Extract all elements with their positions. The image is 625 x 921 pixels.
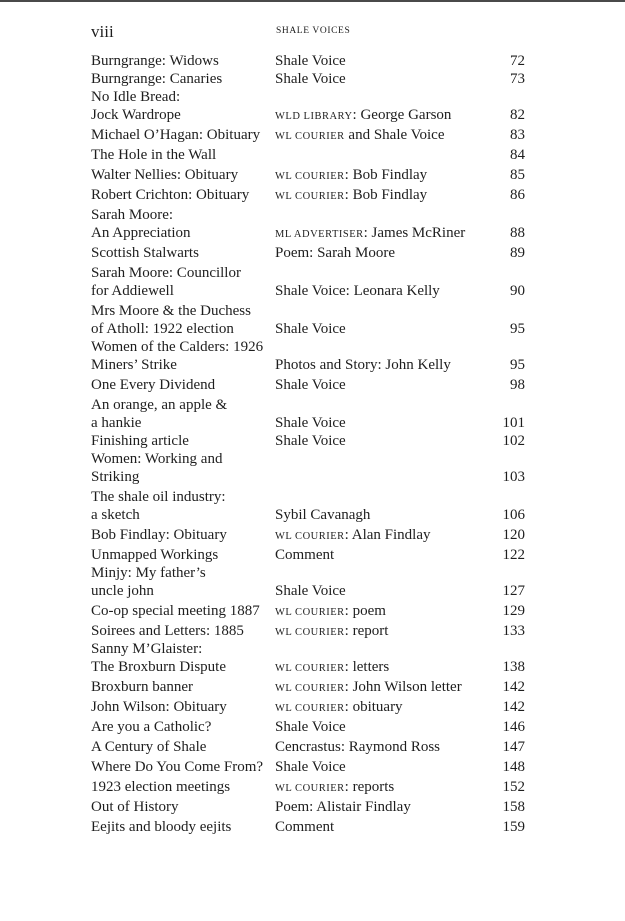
- entry-title-line: Women: Working and: [91, 451, 223, 467]
- toc-entry[interactable]: [91, 488, 525, 524]
- entry-title-line: Burngrange: Widows: [91, 53, 219, 69]
- entry-source-text: and Shale Voice: [344, 127, 445, 143]
- entry-title-line: Striking: [91, 469, 140, 485]
- entry-page-number: 147: [502, 739, 525, 755]
- entry-title-line: Sarah Moore: Councillor: [91, 265, 241, 281]
- top-border-rule: [0, 0, 625, 2]
- toc-entry[interactable]: [91, 186, 525, 204]
- entry-title: [91, 264, 275, 300]
- entry-source: [275, 186, 427, 204]
- toc-entry[interactable]: [91, 798, 525, 816]
- entry-page-number: 146: [502, 719, 525, 735]
- toc-entry[interactable]: [91, 126, 525, 144]
- entry-source-text: Photos and Story: John Kelly: [275, 357, 451, 373]
- entry-title-line: John Wilson: Obituary: [91, 699, 227, 715]
- entry-page-number: 98: [510, 377, 525, 393]
- entry-title-line: The Hole in the Wall: [91, 147, 217, 163]
- entry-title: [91, 678, 275, 696]
- entry-title-line: An Appreciation: [91, 225, 191, 241]
- entry-title-line: The shale oil industry:: [91, 489, 226, 505]
- toc-entry[interactable]: [91, 302, 525, 338]
- entry-source-publication: WL COURIER: [275, 607, 345, 618]
- entry-page-number: 89: [510, 245, 525, 261]
- toc-entry[interactable]: [91, 396, 525, 432]
- entry-page-number: 103: [502, 469, 525, 485]
- entry-source-text: Poem: Sarah Moore: [275, 245, 395, 261]
- entry-source-publication: WL COURIER: [275, 703, 345, 714]
- toc-entry[interactable]: [91, 698, 525, 716]
- entry-page-number: 86: [510, 187, 525, 203]
- entry-source-publication: WL COURIER: [275, 627, 345, 638]
- entry-source: [275, 546, 334, 564]
- entry-title-line: Eejits and bloody eejits: [91, 819, 232, 835]
- entry-source: [275, 414, 346, 432]
- entry-source: [275, 126, 445, 144]
- entry-source: [275, 432, 346, 450]
- entry-page-number: 122: [502, 547, 525, 563]
- entry-title: [91, 396, 275, 432]
- entry-title: [91, 546, 275, 564]
- entry-source-text: : obituary: [344, 699, 403, 715]
- toc-entry[interactable]: [91, 640, 525, 676]
- entry-title-line: Burngrange: Canaries: [91, 71, 223, 87]
- entry-title: [91, 376, 275, 394]
- entry-source: [275, 622, 388, 640]
- entry-source: [275, 166, 427, 184]
- entry-page-number: 133: [502, 623, 525, 639]
- entry-page-number: 95: [510, 357, 525, 373]
- entry-source-text: Shale Voice: [275, 321, 346, 337]
- toc-entry[interactable]: [91, 432, 525, 450]
- entry-source: [275, 106, 451, 124]
- entry-title-line: Unmapped Workings: [91, 547, 219, 563]
- toc-entry[interactable]: [91, 718, 525, 736]
- entry-title: [91, 70, 275, 88]
- entry-source: [275, 244, 395, 262]
- entry-source-text: Shale Voice: [275, 71, 346, 87]
- toc-entry[interactable]: [91, 88, 525, 124]
- entry-title-line: a sketch: [91, 507, 140, 523]
- entry-source: [275, 738, 440, 756]
- entry-title: [91, 758, 275, 776]
- entry-page-number: 95: [510, 321, 525, 337]
- entry-title-line: An orange, an apple &: [91, 397, 228, 413]
- entry-page-number: 127: [502, 583, 525, 599]
- entry-title-line: of Atholl: 1922 election: [91, 321, 234, 337]
- entry-title: [91, 432, 275, 450]
- entry-title-line: Scottish Stalwarts: [91, 245, 199, 261]
- entry-page-number: 84: [510, 147, 525, 163]
- toc-entry[interactable]: [91, 206, 525, 242]
- entry-source-text: Cencrastus: Raymond Ross: [275, 739, 440, 755]
- entry-page-number: 142: [502, 699, 525, 715]
- entry-title: [91, 88, 275, 124]
- entry-title-line: Miners’ Strike: [91, 357, 177, 373]
- entry-source: [275, 376, 346, 394]
- entry-source: [275, 282, 440, 300]
- toc-entry[interactable]: [91, 622, 525, 640]
- running-head: SHALE VOICES: [276, 26, 351, 36]
- entry-source-text: Shale Voice: [275, 583, 346, 599]
- entry-title-line: No Idle Bread:: [91, 89, 181, 105]
- entry-source: [275, 224, 465, 242]
- entry-source-text: Shale Voice: [275, 433, 346, 449]
- entry-title-line: Where Do You Come From?: [91, 759, 264, 775]
- entry-title-line: Soirees and Letters: 1885: [91, 623, 244, 639]
- entry-source: [275, 798, 411, 816]
- entry-source-publication: ML ADVERTISER: [275, 229, 364, 240]
- entry-title-line: Minjy: My father’s: [91, 565, 206, 581]
- entry-title-line: Sanny M’Glaister:: [91, 641, 203, 657]
- entry-title: [91, 622, 275, 640]
- entry-source-publication: WL COURIER: [275, 663, 345, 674]
- toc-entry[interactable]: [91, 70, 525, 88]
- entry-title: [91, 166, 275, 184]
- entry-source-text: : John Wilson letter: [344, 679, 462, 695]
- entry-source-publication: WL COURIER: [275, 531, 345, 542]
- entry-source-publication: WL COURIER: [275, 683, 345, 694]
- entry-title-line: Women of the Calders: 1926: [91, 339, 264, 355]
- entry-title: [91, 450, 275, 486]
- entry-title: [91, 488, 275, 524]
- entry-page-number: 120: [502, 527, 525, 543]
- entry-title-line: a hankie: [91, 415, 142, 431]
- toc-entry[interactable]: [91, 52, 525, 70]
- entry-source-text: Shale Voice: Leonara Kelly: [275, 283, 440, 299]
- entry-page-number: 106: [502, 507, 525, 523]
- entry-source-text: Comment: [275, 547, 335, 563]
- toc-entry[interactable]: [91, 338, 525, 374]
- toc-entry[interactable]: [91, 738, 525, 756]
- entry-title-line: Jock Wardrope: [91, 107, 181, 123]
- entry-title-line: Are you a Catholic?: [91, 719, 212, 735]
- entry-page-number: 129: [502, 603, 525, 619]
- toc-entry[interactable]: [91, 376, 525, 394]
- entry-source: [275, 582, 346, 600]
- entry-source: [275, 818, 334, 836]
- entry-title: [91, 338, 275, 374]
- entry-page-number: 83: [510, 127, 525, 143]
- entry-title: [91, 640, 275, 676]
- entry-source: [275, 506, 370, 524]
- entry-title-line: Walter Nellies: Obituary: [91, 167, 239, 183]
- entry-title-line: Mrs Moore & the Duchess: [91, 303, 251, 319]
- entry-source: [275, 356, 451, 374]
- entry-source-publication: WL COURIER: [275, 783, 345, 794]
- toc-entry[interactable]: [91, 678, 525, 696]
- page-folio: viii: [91, 22, 114, 41]
- entry-source-text: : report: [344, 623, 389, 639]
- entry-source-text: Shale Voice: [275, 719, 346, 735]
- entry-page-number: 138: [502, 659, 525, 675]
- entry-title: [91, 302, 275, 338]
- toc-entry[interactable]: [91, 546, 525, 564]
- entry-title: [91, 718, 275, 736]
- entry-title-line: A Century of Shale: [91, 739, 207, 755]
- entry-source-publication: WLD LIBRARY: [275, 111, 353, 122]
- entry-title: [91, 602, 275, 620]
- entry-title: [91, 146, 275, 164]
- toc-entry[interactable]: [91, 526, 525, 544]
- table-of-contents: [91, 52, 525, 836]
- entry-title-line: uncle john: [91, 583, 154, 599]
- entry-title: [91, 52, 275, 70]
- entry-title: [91, 798, 275, 816]
- toc-entry[interactable]: [91, 778, 525, 796]
- entry-source-text: : Bob Findlay: [344, 187, 428, 203]
- entry-source: [275, 70, 346, 88]
- entry-title-line: Co-op special meeting 1887: [91, 603, 260, 619]
- entry-source-publication: WL COURIER: [275, 191, 345, 202]
- entry-title: [91, 206, 275, 242]
- entry-source: [275, 602, 386, 620]
- entry-source-text: Shale Voice: [275, 759, 346, 775]
- toc-entry[interactable]: [91, 146, 525, 164]
- entry-title-line: One Every Dividend: [91, 377, 216, 393]
- entry-title: [91, 698, 275, 716]
- entry-source: [275, 52, 346, 70]
- entry-title-line: for Addiewell: [91, 283, 174, 299]
- toc-entry[interactable]: [91, 564, 525, 600]
- entry-title-line: Bob Findlay: Obituary: [91, 527, 227, 543]
- entry-title-line: Broxburn banner: [91, 679, 194, 695]
- entry-source-text: : James McRiner: [363, 225, 466, 241]
- entry-source: [275, 758, 346, 776]
- entry-source-publication: WL COURIER: [275, 131, 345, 142]
- entry-title-line: Out of History: [91, 799, 179, 815]
- entry-source-text: Shale Voice: [275, 415, 346, 431]
- entry-source: [275, 778, 394, 796]
- entry-page-number: 90: [510, 283, 525, 299]
- entry-source-text: Comment: [275, 819, 335, 835]
- entry-title: [91, 126, 275, 144]
- entry-source-text: Shale Voice: [275, 377, 346, 393]
- entry-title: [91, 526, 275, 544]
- entry-title-line: Robert Crichton: Obituary: [91, 187, 250, 203]
- entry-title: [91, 778, 275, 796]
- entry-title: [91, 564, 275, 600]
- entry-page-number: 101: [502, 415, 525, 431]
- entry-page-number: 152: [502, 779, 525, 795]
- entry-page-number: 159: [502, 819, 525, 835]
- entry-source: [275, 526, 431, 544]
- entry-page-number: 73: [510, 71, 525, 87]
- entry-page-number: 72: [510, 53, 525, 69]
- entry-title-line: Michael O’Hagan: Obituary: [91, 127, 261, 143]
- toc-entry[interactable]: [91, 818, 525, 836]
- entry-title: [91, 818, 275, 836]
- entry-page-number: 158: [502, 799, 525, 815]
- entry-page-number: 85: [510, 167, 525, 183]
- entry-source-text: : letters: [344, 659, 390, 675]
- toc-entry[interactable]: [91, 264, 525, 300]
- entry-source: [275, 718, 346, 736]
- entry-title-line: Finishing article: [91, 433, 189, 449]
- entry-source-publication: WL COURIER: [275, 171, 345, 182]
- entry-page-number: 82: [510, 107, 525, 123]
- entry-source-text: : Alan Findlay: [344, 527, 431, 543]
- entry-page-number: 142: [502, 679, 525, 695]
- entry-page-number: 88: [510, 225, 525, 241]
- toc-entry[interactable]: [91, 602, 525, 620]
- entry-title-line: The Broxburn Dispute: [91, 659, 226, 675]
- entry-source: [275, 698, 403, 716]
- entry-source-text: Shale Voice: [275, 53, 346, 69]
- entry-source: [275, 678, 462, 696]
- entry-source-text: : reports: [344, 779, 395, 795]
- entry-title: [91, 186, 275, 204]
- entry-title-line: Sarah Moore:: [91, 207, 174, 223]
- entry-title-line: 1923 election meetings: [91, 779, 231, 795]
- toc-entry[interactable]: [91, 758, 525, 776]
- entry-page-number: 102: [502, 433, 525, 449]
- entry-source-text: Sybil Cavanagh: [275, 507, 371, 523]
- entry-source-text: : poem: [344, 603, 386, 619]
- entry-source-text: Poem: Alistair Findlay: [275, 799, 411, 815]
- entry-page-number: 148: [502, 759, 525, 775]
- toc-entry[interactable]: [91, 450, 525, 486]
- entry-title: [91, 244, 275, 262]
- toc-entry[interactable]: [91, 166, 525, 184]
- entry-source-text: : Bob Findlay: [344, 167, 428, 183]
- toc-entry[interactable]: [91, 244, 525, 262]
- entry-source-text: : George Garson: [352, 107, 452, 123]
- entry-source: [275, 320, 346, 338]
- entry-title: [91, 738, 275, 756]
- entry-source: [275, 658, 389, 676]
